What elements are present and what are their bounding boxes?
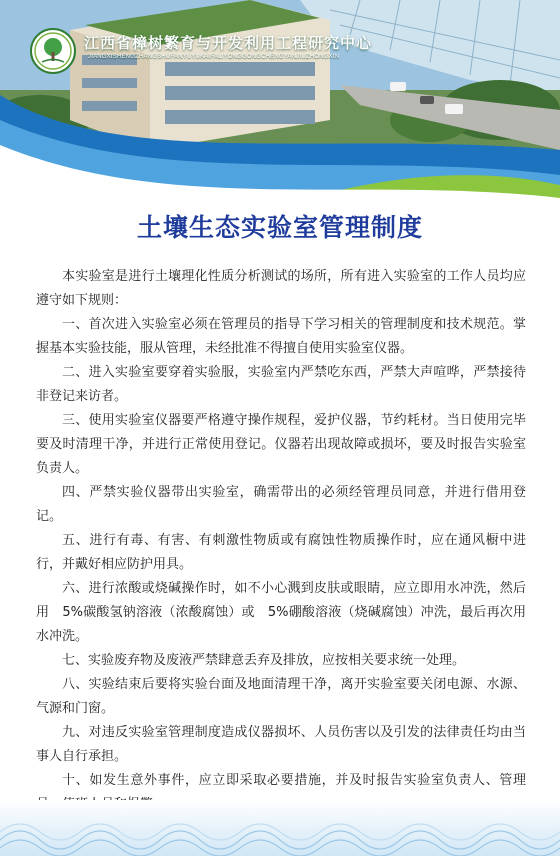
regulation-body xyxy=(36,265,526,817)
rule-10: 十、如发生意外事件，应立即采取必要措施，并及时报告实验室负责人、管理 xyxy=(62,773,526,788)
intro-paragraph: 本实验室是进行土壤理化性质分析测试的场所，所有进入实验室的工作人员均应遵守如下规则： xyxy=(36,269,526,308)
rule-5: 五、进行有毒、有害、有刺激性物质或有腐蚀性物质操作时，应在通风橱中进行，并戴好相应防护用具。 xyxy=(36,533,526,572)
rule-7: 七、实验废弃物及废液严禁肆意丢弃及排放，应按相关要求统一处理。 xyxy=(62,653,466,668)
rule-2: 二、进入实验室要穿着实验服，实验室内严禁吃东西，严禁大声喧哗，严禁接待非登记来访者。 xyxy=(36,365,526,404)
rule-3: 三、使用实验室仪器要严格遵守操作规程，爱护仪器，节约耗材。当日使用完毕要及时清理干净，并进行正常使用登记。仪器若出现故障或损坏，要及时报告实验室负责人。 xyxy=(36,413,526,476)
rule-4: 四、严禁实验仪器带出实验室，确需带出的必须经管理员同意，并进行借用登记。 xyxy=(36,485,526,524)
rule-1: 一、首次进入实验室必须在管理员的指导下学习相关的管理制度和技术规范。掌握基本实验技能，服从管理，未经批准不得擅自使用实验室仪器。 xyxy=(36,317,526,356)
organization-name: 江西省樟树繁育与开发利用工程研究中心 xyxy=(84,34,373,52)
rule-6: 六、进行浓酸或烧碱操作时，如不小心溅到皮肤或眼睛，应立即用水冲洗，然后用 5%碳酸氢钠溶液（浓酸腐蚀）或 5%硼酸溶液（烧碱腐蚀）冲洗，最后再次用水冲洗。 xyxy=(36,581,526,644)
rule-8: 八、实验结束后要将实验台面及地面清理干净，离开实验室要关闭电源、水源、气源和门窗。 xyxy=(36,677,526,716)
page-title: 土壤生态实验室管理制度 xyxy=(136,213,423,242)
footer-wave-decoration xyxy=(0,800,560,856)
rule-9: 九、对违反实验室管理制度造成仪器损坏、人员伤害以及引发的法律责任均由当事人自行承担。 xyxy=(36,725,526,764)
organization-logo xyxy=(30,28,76,74)
organization-pinyin: JIANGXISHENGZHANGSHUFANYUYUKAIFALIYONGGONGCHENGYANJIUZHONGXIN xyxy=(88,54,340,60)
